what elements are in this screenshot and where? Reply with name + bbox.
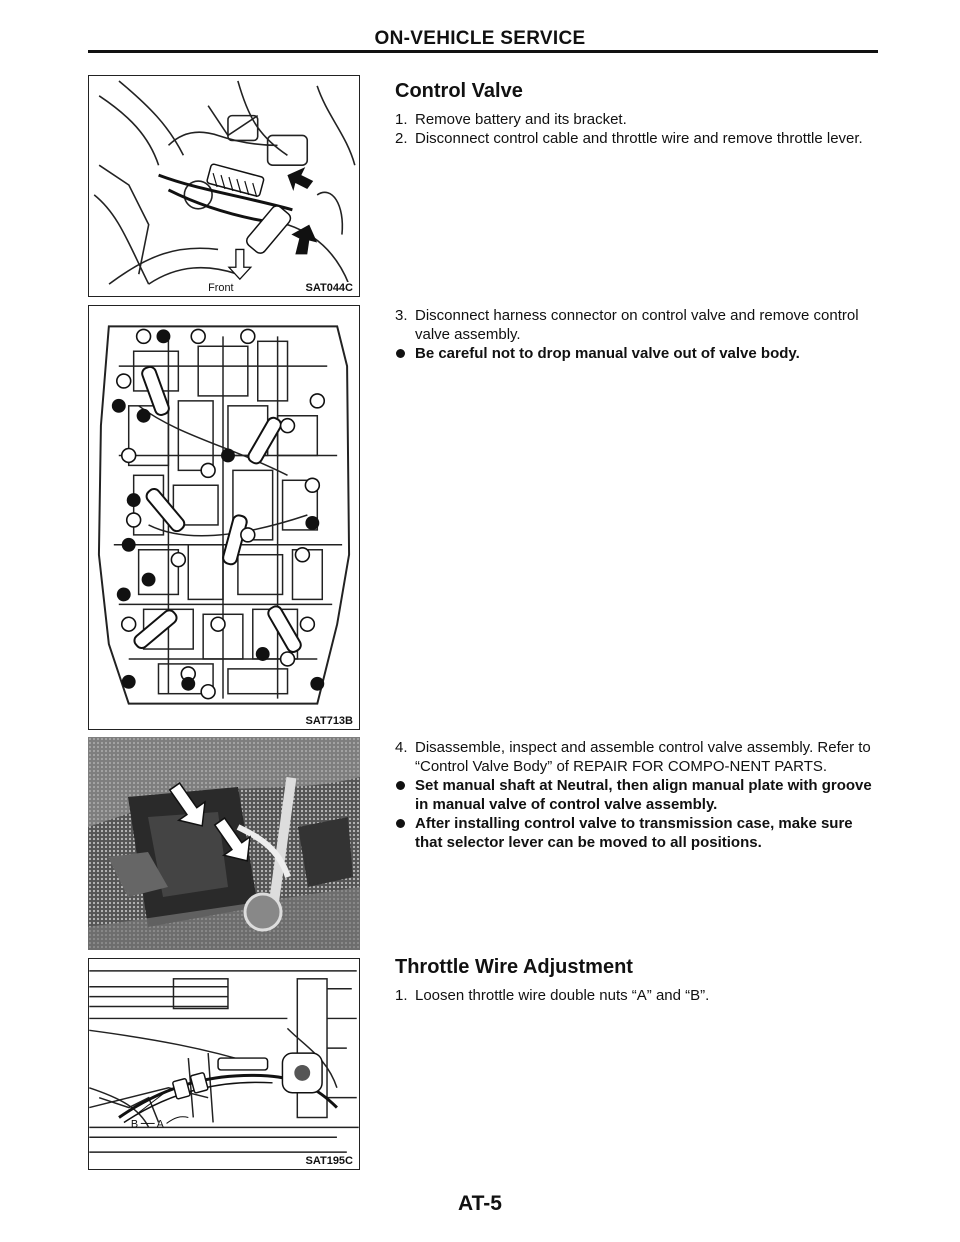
figure-code: SAT044C [305,282,353,294]
figure-throttle-lever [88,75,360,297]
step-text: Remove battery and its bracket. [415,111,627,128]
caution-note [395,344,880,363]
control-valve-step-3 [395,306,880,363]
note-text: Set manual shaft at Neutral, then align manual plate with groove in manual valve of control valve assembly. [415,777,872,813]
bullet-icon [396,819,405,828]
control-valve-section [395,82,880,148]
figure-throttle-lever-drawing [89,76,359,296]
step-number: 1. [395,987,408,1004]
figure-control-valve-drawing [89,306,359,729]
bullet-icon [396,781,405,790]
section-title-control-valve: Control Valve [395,80,523,102]
figure-manual-shaft-photo [88,737,360,950]
step-item [395,110,880,129]
front-label: Front [208,282,234,295]
step-text: Disconnect harness connector on control valve and remove control valve assembly. [415,307,859,343]
note-text: After installing control valve to transmission case, make sure that selector lever can be moved to all positions. [415,815,853,851]
step-number: 4. [395,739,408,756]
step-number: 3. [395,307,408,324]
manual-shaft-photo-drawing [88,737,360,950]
caution-note [395,814,880,852]
throttle-wire-drawing [89,959,359,1169]
step-item [395,306,880,344]
page-header-title: ON-VEHICLE SERVICE [374,28,586,49]
figure-code: SAT195C [305,1155,353,1167]
section-title-throttle-wire: Throttle Wire Adjustment [395,956,633,978]
caution-note [395,776,880,814]
throttle-wire-section [395,958,880,1005]
step-text: Disconnect control cable and throttle wire and remove throttle lever. [415,130,863,147]
page-number: AT-5 [458,1192,502,1215]
step-item [395,738,880,776]
figure-throttle-wire [88,958,360,1170]
step-text: Loosen throttle wire double nuts “A” and “B”. [415,987,710,1004]
nut-a-label: A [156,1118,164,1131]
nut-b-label: B [130,1118,139,1131]
step-number: 2. [395,130,408,147]
figure-code: SAT713B [305,715,353,727]
figure-control-valve-body [88,305,360,730]
step-number: 1. [395,111,408,128]
note-text: Be careful not to drop manual valve out of valve body. [415,345,800,362]
bullet-icon [396,349,405,358]
header-rule [88,50,878,53]
step-text: Disassemble, inspect and assemble control valve assembly. Refer to “Control Valve Body” of REPAIR FOR COMPO-NENT PARTS. [415,739,871,775]
control-valve-step-4 [395,738,880,852]
step-item [395,986,880,1005]
step-item [395,129,880,148]
